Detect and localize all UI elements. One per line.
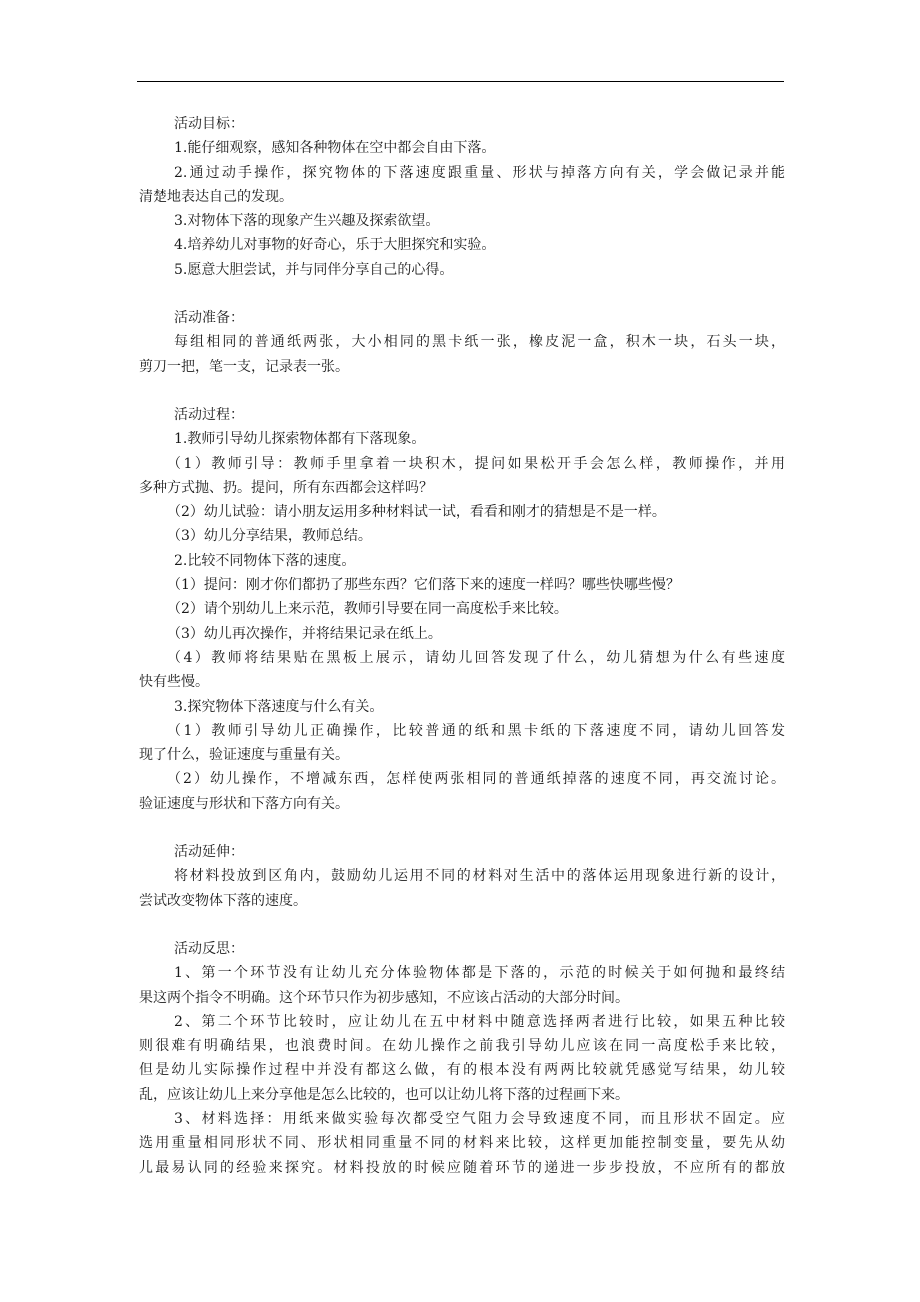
reflection-heading: 活动反思： xyxy=(174,940,244,957)
process-substep-continued: 多种方式抛、扔。提问，所有东西都会这样吗？ xyxy=(139,479,433,496)
process-substep: （1）教师引导幼儿正确操作，比较普通的纸和黑卡纸的下落速度不同，请幼儿回答发 xyxy=(167,722,785,739)
prep-heading: 活动准备： xyxy=(174,310,244,327)
header-rule xyxy=(137,81,784,82)
goal-item: 5.愿意大胆尝试，并与同伴分享自己的心得。 xyxy=(174,261,454,278)
goal-item-continued: 清楚地表达自己的发现。 xyxy=(139,188,293,205)
prep-line: 剪刀一把，笔一支，记录表一张。 xyxy=(139,358,349,375)
process-step: 2.比较不同物体下落的速度。 xyxy=(174,552,356,569)
goal-item: 2.通过动手操作，探究物体的下落速度跟重量、形状与掉落方向有关，学会做记录并能 xyxy=(174,164,785,181)
goal-item: 3.对物体下落的现象产生兴趣及探索欲望。 xyxy=(174,213,440,230)
process-substep-continued: 现了什么，验证速度与重量有关。 xyxy=(139,747,349,764)
reflection-line: 2、第二个环节比较时，应让幼儿在五中材料中随意选择两者进行比较，如果五种比较 xyxy=(174,1013,785,1030)
goal-item: 1.能仔细观察，感知各种物体在空中都会自由下落。 xyxy=(174,140,496,157)
process-heading: 活动过程： xyxy=(174,406,244,423)
process-substep: （1）教师引导：教师手里拿着一块积木，提问如果松开手会怎么样，教师操作，并用 xyxy=(167,455,785,472)
process-substep-continued: 快有些慢。 xyxy=(139,674,209,691)
reflection-line: 3、材料选择：用纸来做实验每次都受空气阻力会导致速度不同，而且形状不固定。应 xyxy=(174,1110,785,1127)
process-substep: （3）幼儿再次操作，并将结果记录在纸上。 xyxy=(167,625,442,642)
process-substep-continued: 验证速度与形状和下落方向有关。 xyxy=(139,795,349,812)
process-substep: （3）幼儿分享结果，教师总结。 xyxy=(167,528,372,545)
process-substep: （2）幼儿试验：请小朋友运用多种材料试一试，看看和刚才的猜想是不是一样。 xyxy=(167,504,666,521)
reflection-line: 选用重量相同形状不同、形状相同重量不同的材料来比较，这样更加能控制变量，要先从幼 xyxy=(139,1135,785,1152)
reflection-line: 则很难有明确结果，也浪费时间。在幼儿操作之前我引导幼儿应该在同一高度松手来比较， xyxy=(139,1038,785,1055)
extension-line: 将材料投放到区角内，鼓励幼儿运用不同的材料对生活中的落体运用现象进行新的设计， xyxy=(174,868,785,885)
reflection-line: 乱，应该让幼儿上来分享他是怎么比较的，也可以让幼儿将下落的过程画下来。 xyxy=(139,1086,629,1103)
process-step: 1.教师引导幼儿探索物体都有下落现象。 xyxy=(174,431,426,448)
reflection-line: 但是幼儿实际操作过程中并没有都这么做，有的根本没有两两比较就凭感觉写结果，幼儿较 xyxy=(139,1062,785,1079)
process-substep: （1）提问：刚才你们都扔了那些东西？它们落下来的速度一样吗？哪些快哪些慢？ xyxy=(167,577,680,594)
reflection-line: 果这两个指令不明确。这个环节只作为初步感知，不应该占活动的大部分时间。 xyxy=(139,989,629,1006)
goal-item: 4.培养幼儿对事物的好奇心，乐于大胆探究和实验。 xyxy=(174,237,496,254)
extension-line: 尝试改变物体下落的速度。 xyxy=(139,892,307,909)
reflection-line: 儿最易认同的经验来探究。材料投放的时候应随着环节的递进一步步投放，不应所有的都放 xyxy=(139,1159,785,1176)
process-substep: （4）教师将结果贴在黑板上展示，请幼儿回答发现了什么，幼儿猜想为什么有些速度 xyxy=(167,649,785,666)
goals-heading: 活动目标： xyxy=(174,116,244,132)
process-substep: （2）幼儿操作，不增减东西，怎样使两张相同的普通纸掉落的速度不同，再交流讨论。 xyxy=(167,771,785,788)
document-body xyxy=(139,112,785,1180)
process-step: 3.探究物体下落速度与什么有关。 xyxy=(174,698,384,715)
prep-line: 每组相同的普通纸两张，大小相同的黑卡纸一张，橡皮泥一盒，积木一块，石头一块， xyxy=(174,334,785,351)
extension-heading: 活动延伸： xyxy=(174,844,244,861)
reflection-line: 1、第一个环节没有让幼儿充分体验物体都是下落的，示范的时候关于如何抛和最终结 xyxy=(174,965,785,982)
process-substep: （2）请个别幼儿上来示范，教师引导要在同一高度松手来比较。 xyxy=(167,601,568,618)
